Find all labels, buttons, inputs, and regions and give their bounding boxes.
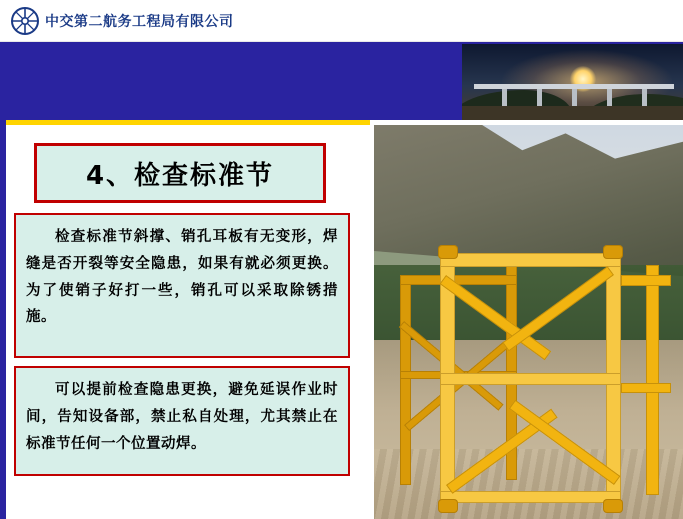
mast-top-rail — [440, 253, 621, 267]
mast-mid-rail — [621, 383, 671, 393]
body-text-box-2 — [14, 366, 350, 476]
bridge-sunset-photo — [462, 44, 683, 120]
foreground-ground — [462, 106, 683, 120]
mast-chord — [646, 265, 659, 495]
mast-top-rail — [621, 275, 671, 286]
pin-lug-plate — [603, 499, 623, 513]
pin-lug-plate — [438, 245, 458, 259]
mast-chord — [400, 275, 411, 485]
page-title: 4、检查标准节 — [85, 160, 275, 191]
company-logo-icon — [10, 6, 40, 36]
body-paragraph-1: 检查标准节斜撑、销孔耳板有无变形，焊缝是否开裂等安全隐患，如果有就必须更换。为了使销子好打一些，销孔可以采取除锈措施。 — [26, 229, 338, 326]
slide-title-box — [34, 143, 326, 203]
company-name-label: 中交第二航务工程局有限公司 — [45, 14, 234, 30]
mast-mid-rail — [440, 373, 621, 385]
pin-lug-plate — [438, 499, 458, 513]
mast-bottom-rail — [440, 491, 621, 503]
gravel-texture — [374, 449, 683, 519]
body-text-box-1 — [14, 213, 350, 358]
left-blue-edge — [0, 42, 6, 519]
body-paragraph-2: 可以提前检查隐患更换，避免延误作业时间，告知设备部，禁止私自处理，尤其禁止在标准节任何一个位置动焊。 — [26, 382, 338, 452]
pin-lug-plate — [603, 245, 623, 259]
tower-crane-mast-sections-photo — [374, 125, 683, 519]
slide-header — [0, 0, 683, 42]
